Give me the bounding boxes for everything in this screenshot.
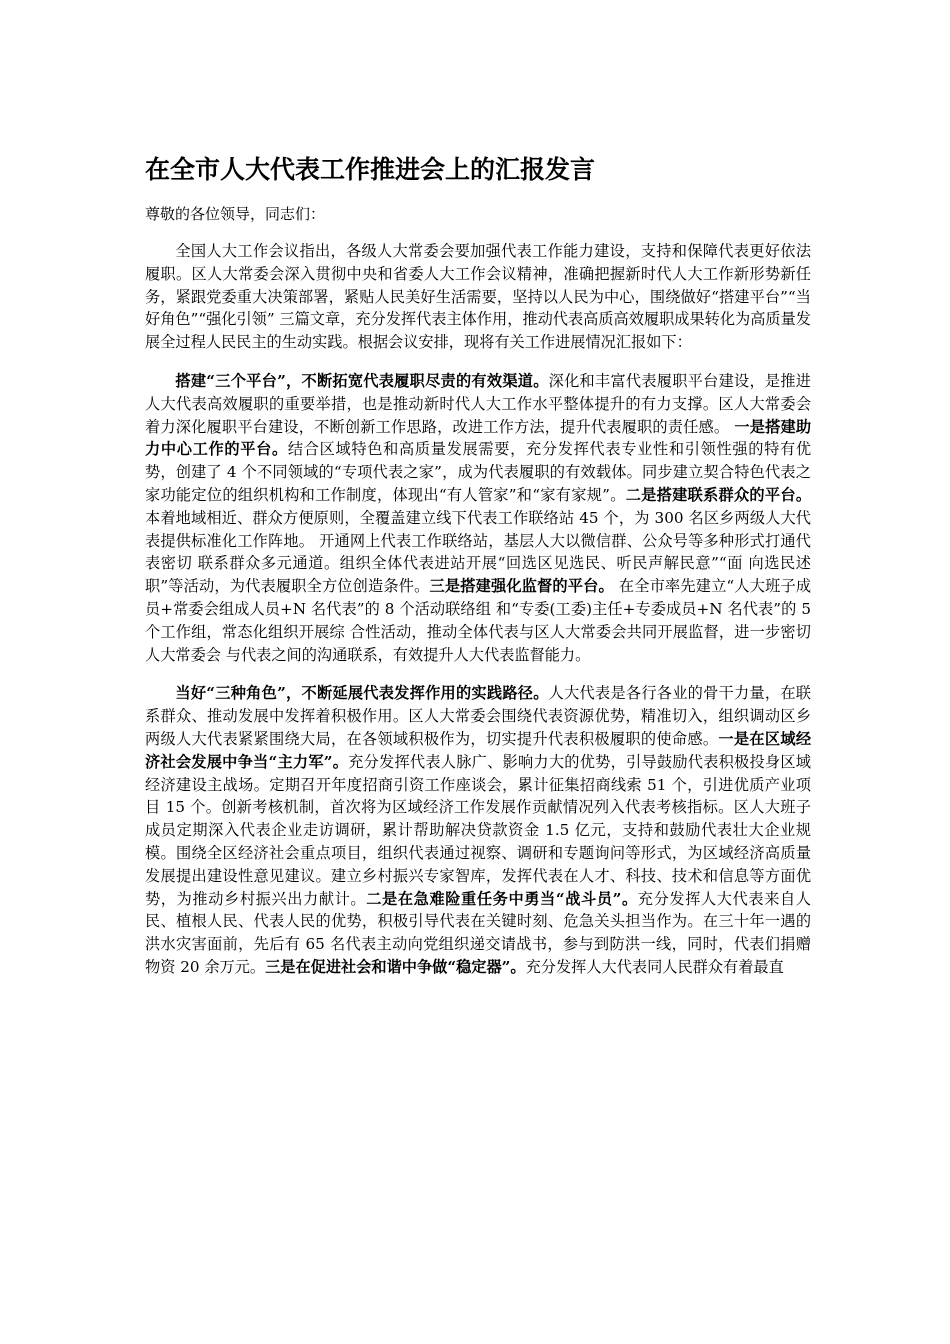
section2-paragraph bbox=[145, 682, 811, 978]
section2-text3: 充分发挥人大代表来自人民、植根人民、代表人民的优势，积极引导代表在关键时刻、危急关头担当作为。在三十年一遇的洪水灾害面前，先后有 65 名代表主动向党组织递交请战书，参与到防洪一线，同时，代表们捐赠物资 20 余万元。 bbox=[145, 889, 811, 976]
section1-point2: 二是搭建联系群众的平台。 bbox=[625, 485, 812, 504]
section1-point3: 三是搭建强化监督的平台。 bbox=[429, 577, 614, 596]
section1-text4: 在全市率先建立“人大班子成员+常委会组成人员+N 名代表”的 8 个活动联络组 和“专委(工委)主任+专委成员+N 名代表”的 5 个工作组，常态化组织开展综 合性活动，推动全体代表与区人大常委会共同开展监督，进一步密切人大常委会 与代表之间的沟通联系，有效提升人大代表监督能力。 bbox=[145, 577, 812, 664]
section2-text4: 充分发挥人大代表同人民群众有着最直 bbox=[525, 957, 784, 976]
section1-text2: 结合区域特色和高质量发展需要，充分发挥代表专业性和引领性强的特有优势，创建了 4 个不同领域的“专项代表之家”，成为代表履职的有效载体。同步建立契合特色代表之家功能定位的组织机构和工作制度，体现出“有人管家”和“家有家规”。 bbox=[145, 440, 812, 504]
section1-text1: 深化和丰富代表履职平台建设，是推进人大代表高效履职的重要举措，也是推动新时代人大工作水平整体提升的有力支撑。区人大常委会着力深化履职平台建设，不断创新工作思路，改进工作方法，提升代表履职的责任感。 bbox=[145, 371, 811, 436]
section2-text1: 人大代表是各行各业的骨干力量，在联系群众、推动发展中发挥着积极作用。区人大常委会围绕代表资源优势，精准切入，组织调动区乡两级人大代表紧紧围绕大局，在各领域积极作为，切实提升代表积极履职的使命感。 bbox=[145, 684, 811, 748]
intro-paragraph: 全国人大工作会议指出，各级人大常委会要加强代表工作能力建设，支持和保障代表更好依法履职。区人大常委会深入贯彻中央和省委人大工作会议精神，准确把握新时代人大工作新形势新任务，紧跟党委重大决策部署，紧贴人民美好生活需要，坚持以人民为中心，围绕做好“搭建平台”“当好角色”“强化引领” 三篇文章，充分发挥代表主体作用，推动代表高质高效履职成果转化为高质量发 展全过程人民民主的生动实践。根据会议安排，现将有关工作进展情况汇报如下： bbox=[145, 242, 811, 352]
document-body bbox=[145, 240, 811, 995]
section2-point2: 二是在急难险重任务中勇当“战斗员”。 bbox=[366, 889, 638, 908]
section1-paragraph bbox=[145, 370, 811, 666]
section1-text3: 本着地域相近、群众方便原则，全覆盖建立线下代表工作联络站 45 个，为 300 名区乡两级人大代表提供标准化工作阵地。 开通网上代表工作联络站，基层人大以微信群、公众号等多种形式打通代表密切 联系群众多元通道。组织全体代表进站开展“回选区见选民、听民声解民意”“面 向选民述职”等活动，为代表履职全方位创造条件。 bbox=[145, 508, 811, 596]
section1-point1: 一是搭建助力中心工作的平台。 bbox=[145, 417, 812, 459]
section2-point3: 三是在促进社会和谐中争做“稳定器”。 bbox=[265, 957, 526, 976]
section2-point1: 一是在区域经济社会发展中争当“主力军”。 bbox=[145, 729, 812, 771]
salutation: 尊敬的各位领导，同志们： bbox=[145, 205, 326, 223]
document-title: 在全市人大代表工作推进会上的汇报发言 bbox=[145, 155, 596, 184]
section2-heading: 当好“三种角色”，不断延展代表发挥作用的实践路径。 bbox=[175, 684, 549, 703]
section2-text2: 充分发挥代表人脉广、影响力大的优势，引导鼓励代表积极投身区域经济建设主战场。定期召开年度招商引资工作座谈会，累计征集招商线索 51 个，引进优质产业项目 15 个。创新考核机制，首次将为区域经济工作发展作贡献情况列入代表考核指标。区人大班子成员定期深入代表企业走访调研，累计帮助解决贷款资金 1.5 亿元，支持和鼓励代表壮大企业规模。围绕全区经济社会重点项目，组织代表通过视察、调研和专题询问等形式，为区域经济高质量发展提出建设性意见建议。建立乡村振兴专家智库，发挥代表在人才、科技、技术和信息等方面优势，为推动乡村振兴出力献计。 bbox=[145, 752, 811, 908]
section1-heading: 搭建“三个平台”，不断拓宽代表履职尽责的有效渠道。 bbox=[175, 371, 549, 390]
